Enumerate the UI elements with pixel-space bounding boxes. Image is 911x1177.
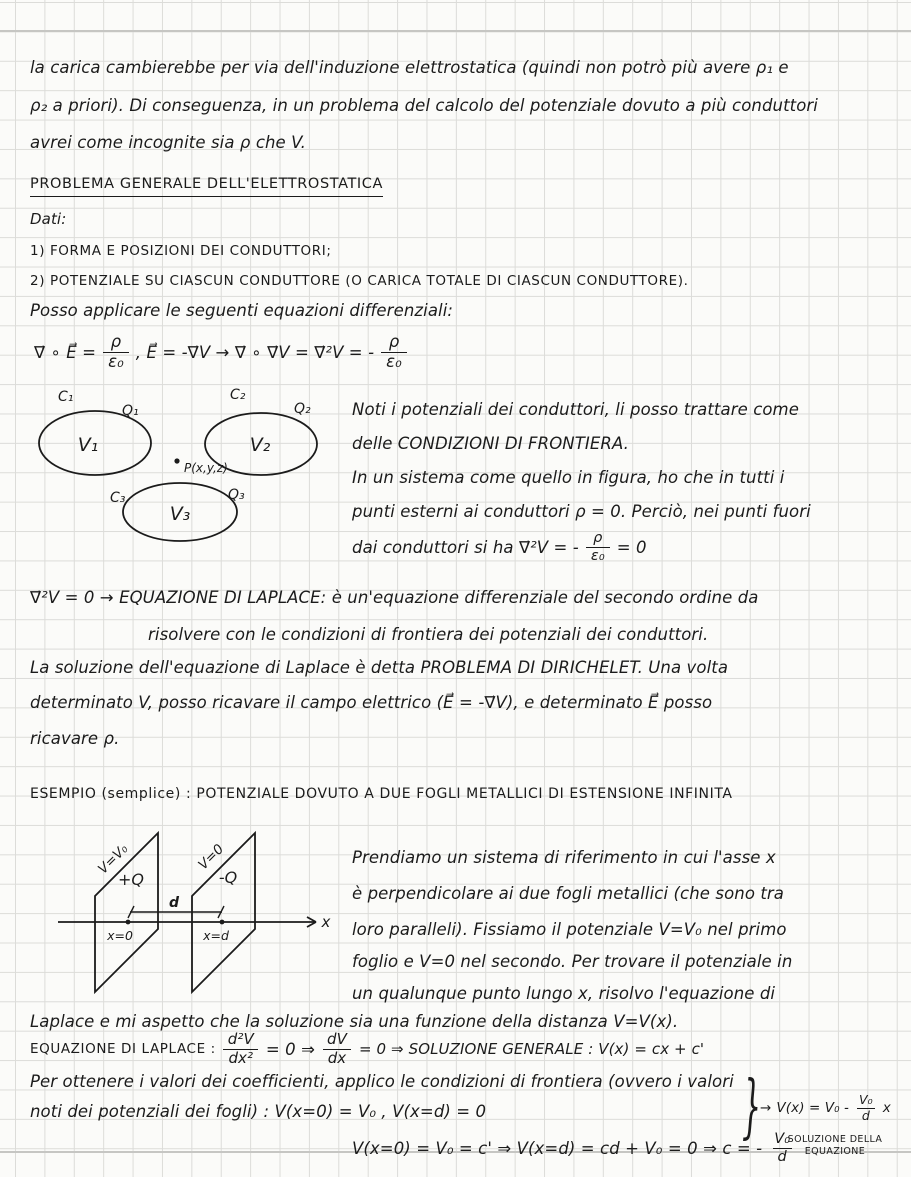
ode-tail: = 0 ⇒ SOLUZIONE GENERALE : V(x) = cx + c' [358, 1040, 705, 1058]
fraction-rho-epsilon-3 [586, 530, 610, 564]
label-v3: V₃ [169, 503, 191, 525]
note1-line-4: punti esterni ai conduttori ρ = 0. Perciò, nei punti fuori [352, 502, 811, 521]
laplace-line-4: determinato V, posso ricavare il campo elettrico (E⃗ = -∇⃗V), e determinato E⃗ posso [30, 693, 713, 712]
page-divider-top [0, 30, 911, 32]
label-q3: Q₃ [228, 487, 245, 503]
intro-line-1: la carica cambierebbe per via dell'induzione elettrostatica (quindi non potrò più avere ρ₁ e [30, 58, 789, 77]
fraction-denominator: ε₀ [381, 352, 407, 372]
section-heading-esempio: ESEMPIO (semplice) : POTENZIALE DOVUTO A DUE FOGLI METALLICI DI ESTENSIONE INFINITA [30, 786, 733, 802]
fraction-numerator: V₀ [858, 1092, 873, 1108]
section-heading-problema: PROBLEMA GENERALE DELL'ELETTROSTATICA [30, 176, 383, 197]
laplace-line-3: La soluzione dell'equazione di Laplace è detta PROBLEMA DI DIRICHELET. Una volta [30, 658, 729, 677]
conductors-figure [20, 385, 350, 560]
x0-dot [126, 920, 131, 925]
note2-line-5: un qualunque punto lungo x, risolvo l'equazione di [352, 984, 776, 1003]
label-q1: Q₁ [122, 403, 139, 419]
fraction-numerator: ρ [593, 529, 603, 546]
label-v1: V₁ [77, 434, 99, 456]
label-c2: C₂ [230, 387, 246, 403]
solution-caption-line-1: SOLUZIONE DELLA [787, 1134, 883, 1145]
solution-caption [770, 1134, 900, 1159]
label-x-axis: x [321, 913, 331, 931]
label-v-left: V=V₀ [95, 841, 132, 878]
intro-line-3: avrei come incognite sia ρ che V. [30, 133, 306, 152]
note2-line-1: Prendiamo un sistema di riferimento in cui l'asse x [352, 848, 776, 867]
dati-label: Dati: [30, 210, 67, 228]
fraction-denominator: ε₀ [103, 352, 129, 372]
note2-line-4: foglio e V=0 nel secondo. Per trovare il potenziale in [352, 952, 793, 971]
fraction-denominator: dx² [223, 1049, 258, 1067]
fraction-dv-dx [322, 1031, 352, 1067]
ode-mid: = 0 ⇒ [265, 1039, 315, 1059]
label-x0: x=0 [107, 928, 133, 943]
eq1-lhs: ∇⃗ ∘ E⃗ = [34, 342, 97, 362]
eq1-mid: , E⃗ = -∇⃗V → ∇⃗ ∘ ∇⃗V = ∇⃗²V = - [135, 342, 375, 362]
parallel-sheets-figure [30, 812, 342, 1007]
dati-item-2: 2) POTENZIALE SU CIASCUN CONDUTTORE (O CARICA TOTALE DI CIASCUN CONDUTTORE). [30, 273, 689, 289]
ode-label: EQUAZIONE DI LAPLACE : [30, 1041, 216, 1057]
laplace-line-1: ∇⃗²V = 0 → EQUAZIONE DI LAPLACE: è un'equazione differenziale del secondo ordine da [30, 588, 759, 607]
coefficients-line-1: Per ottenere i valori dei coefficienti, applico le condizioni di frontiera (ovvero i valori [30, 1072, 734, 1091]
fraction-numerator: dV [327, 1030, 347, 1049]
fraction-v0-d-2 [854, 1093, 878, 1123]
xd-dot [220, 920, 225, 925]
note2-line-2: è perpendicolare ai due fogli metallici (che sono tra [352, 884, 785, 903]
fraction-denominator: d [857, 1108, 875, 1123]
fraction-numerator: ρ [110, 331, 122, 351]
label-xd: x=d [203, 928, 229, 943]
gauss-laplace-equation [34, 326, 407, 378]
note1-line-1: Noti i potenziali dei conduttori, li posso trattare come [352, 400, 799, 419]
solution-formula-pre: V(x) = V₀ - [776, 1100, 849, 1116]
label-minus-q: -Q [218, 868, 238, 887]
intro-line-2: ρ₂ a priori). Di conseguenza, in un problema del calcolo del potenziale dovuto a più conduttori [30, 96, 818, 115]
label-v2: V₂ [249, 434, 271, 456]
laplace-line-2: risolvere con le condizioni di frontiera dei potenziali dei conduttori. [148, 625, 709, 644]
point-p-dot [174, 458, 179, 463]
coefficients-line-3 [352, 1126, 795, 1170]
solution-arrow: → [760, 1100, 772, 1116]
coefficients-line-2: noti dei potenziali dei fogli) : V(x=0) = V₀ , V(x=d) = 0 [30, 1102, 487, 1121]
label-d: d [168, 895, 180, 911]
fraction-denominator: ε₀ [586, 547, 610, 565]
label-point-p: P(x,y,z) [184, 461, 228, 475]
dati-item-1: 1) FORMA E POSIZIONI DEI CONDUTTORI; [30, 243, 332, 259]
note1-last-pre: dai conduttori si ha ∇⃗²V = - [352, 537, 579, 557]
note1-last-post: = 0 [616, 537, 647, 557]
fraction-denominator: dx [323, 1049, 352, 1067]
note2-continuation: Laplace e mi aspetto che la soluzione sia una funzione della distanza V=V(x). [30, 1012, 679, 1031]
note1-last-line [352, 524, 647, 570]
laplace-ode-equation [30, 1026, 704, 1072]
note1-line-2: delle CONDIZIONI DI FRONTIERA. [352, 434, 629, 453]
fraction-numerator: V₀ [774, 1130, 791, 1147]
label-q2: Q₂ [294, 401, 311, 417]
fraction-numerator: ρ [388, 331, 400, 351]
fraction-denominator: d [773, 1148, 792, 1166]
label-c3: C₃ [110, 490, 126, 506]
note2-line-3: loro paralleli). Fissiamo il potenziale V=V₀ nel primo [352, 920, 787, 939]
solution-brace: } [742, 1067, 762, 1148]
solution-caption-line-2: EQUAZIONE [804, 1146, 866, 1158]
solution-formula [760, 1088, 891, 1128]
solution-formula-post: x [882, 1100, 891, 1116]
fraction-rho-epsilon-1 [103, 333, 129, 372]
fraction-d2v-dx2 [223, 1031, 259, 1067]
coeff3-pre: V(x=0) = V₀ = c' ⇒ V(x=d) = cd + V₀ = 0 ⇒ c = - [352, 1138, 763, 1158]
label-c1: C₁ [58, 389, 74, 405]
apply-equations-line: Posso applicare le seguenti equazioni differenziali: [30, 301, 454, 320]
fraction-numerator: d²V [227, 1030, 254, 1049]
laplace-line-5: ricavare ρ. [30, 729, 120, 748]
label-plus-q: +Q [118, 870, 144, 889]
note1-line-3: In un sistema come quello in figura, ho che in tutti i [352, 468, 785, 487]
label-v-right: V=0 [195, 841, 228, 874]
fraction-rho-epsilon-2 [381, 333, 407, 372]
